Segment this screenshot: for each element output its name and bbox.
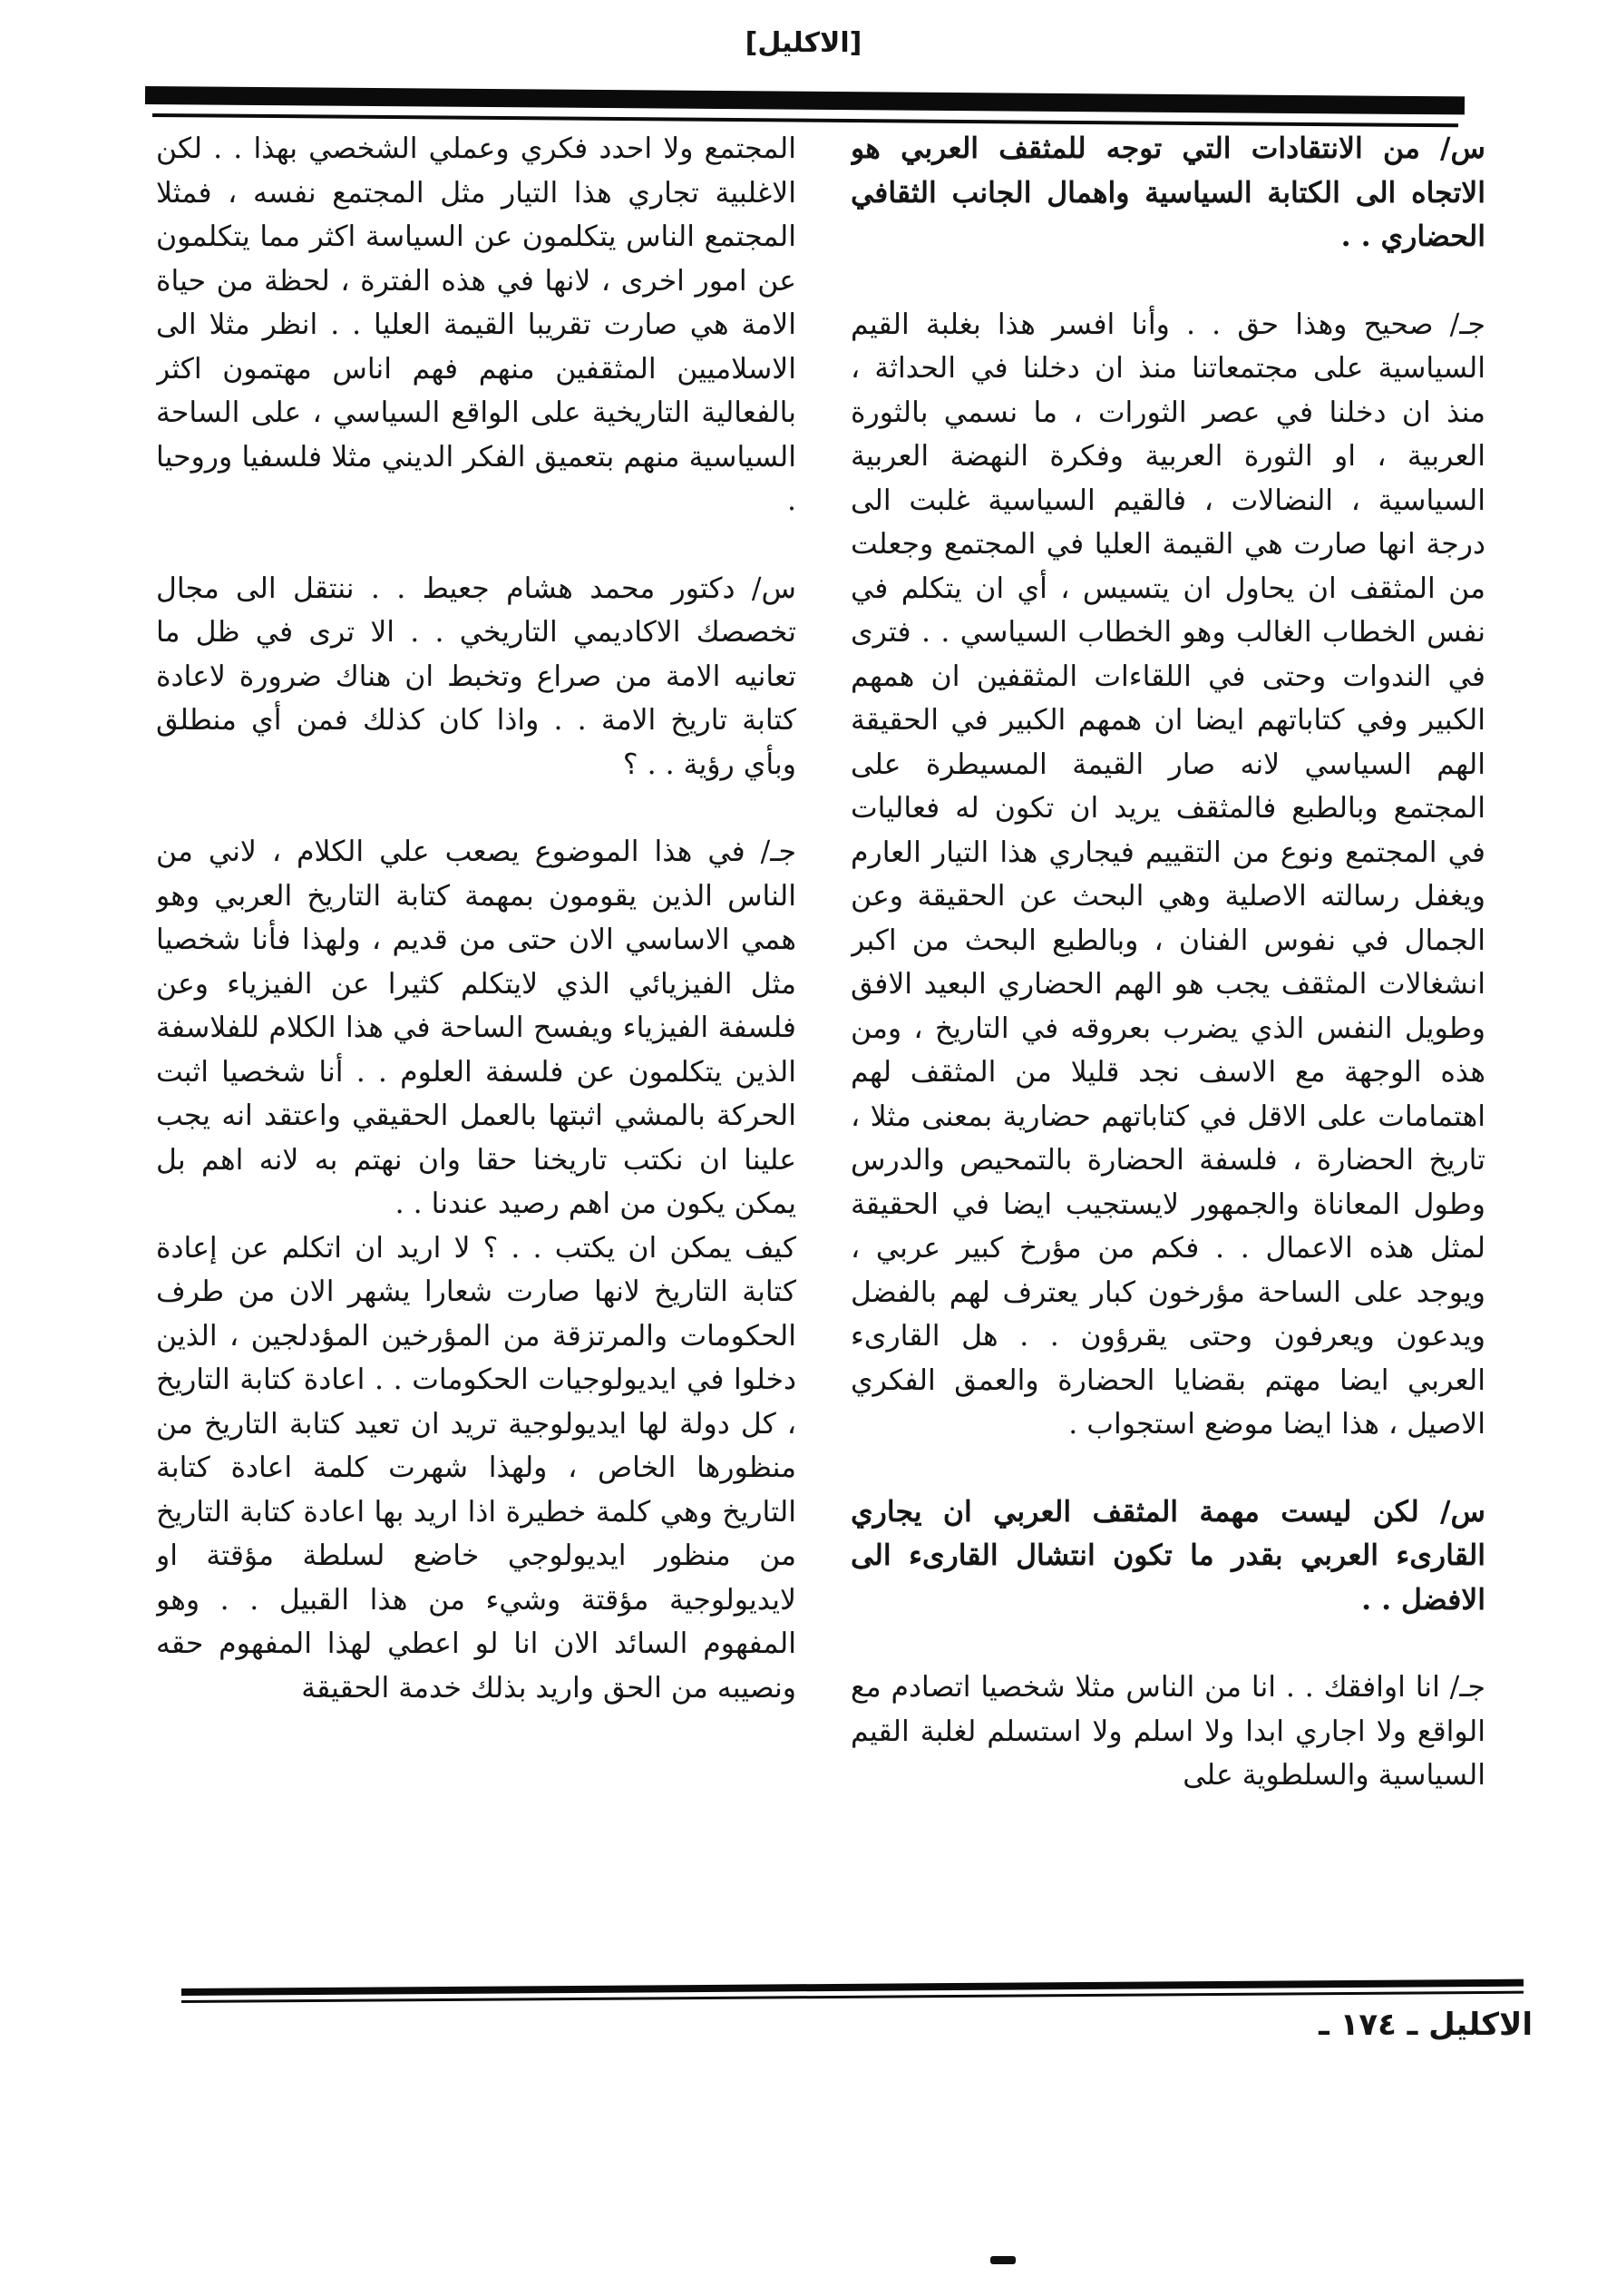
header-rule-thick <box>145 86 1465 114</box>
answer-paragraph: كيف يمكن ان يكتب . . ؟ لا اريد ان اتكلم عن إعادة كتابة التاريخ لانها صارت شعارا يشهر الان من طرف الحكومات والمرتزقة من المؤرخين المؤدلجين ، الذين دخلوا في ايديولوجيات الحكومات . . اعادة كتابة التاريخ ، كل دولة لها ايديولوجية تريد ان تعيد كتابة التاريخ من منظورها الخاص ، ولهذا شهرت كلمة اعادة كتابة التاريخ وهي كلمة خطيرة اذا اريد بها اعادة كتابة التاريخ من منظور ايديولوجي خاضع لسلطة مؤقتة او لايديولوجية مؤقتة وشيء من هذا القبيل . . وهو المفهوم السائد الان انا لو اعطي لهذا المفهوم حقه ونصيبه من الحق واريد بذلك خدمة الحقيقة <box>156 1231 796 1705</box>
page-footer-number: الاكليل ـ ١٧٤ ـ <box>1319 2007 1533 2043</box>
scan-mark <box>990 2256 1016 2264</box>
question-paragraph: س/ من الانتقادات التي توجه للمثقف العربي هو الاتجاه الى الكتابة السياسية واهمال الجانب الثقافي الحضاري . . <box>851 132 1485 253</box>
right-column <box>851 127 1485 1978</box>
header-rule-thin <box>152 113 1458 127</box>
answer-paragraph: المجتمع ولا احدد فكري وعملي الشخصي بهذا . . لكن الاغلبية تجاري هذا التيار مثل المجتمع نفسه ، فمثلا المجتمع الناس يتكلمون عن السياسة اكثر مما يتكلمون عن امور اخرى ، لانها في هذه الفترة ، لحظة من حياة الامة هي صارت تقريبا القيمة العليا . . انظر مثلا الى الاسلاميين المثقفين منهم فهم اناس مهتمون اكثر بالفعالية التاريخية على الواقع السياسي ، على الساحة السياسية منهم بتعميق الفكر الديني مثلا فلسفيا وروحيا . <box>156 132 796 517</box>
answer-paragraph: جـ/ صحيح وهذا حق . . وأنا افسر هذا بغلبة القيم السياسية على مجتمعاتنا منذ ان دخلنا في الحداثة ، منذ ان دخلنا في عصر الثورات ، ما نسمي بالثورة العربية ، او الثورة العربية وفكرة النهضة العربية السياسية ، النضالات ، فالقيم السياسية غلبت الى درجة انها صارت هي القيمة العليا في المجتمع وجعلت من المثقف ان يحاول ان يتسيس ، أي ان يتكلم في نفس الخطاب الغالب وهو الخطاب السياسي . . فترى في الندوات وحتى في اللقاءات المثقفين ان همهم الكبير وفي كتاباتهم ايضا ان همهم الكبير في الحقيقة الهم السياسي لانه صار القيمة المسيطرة على المجتمع وبالطبع فالمثقف يريد ان تكون له فعاليات في المجتمع ونوع من التقييم فيجاري هذا التيار العارم ويغفل رسالته الاصلية وهي البحث عن الحقيقة وعن الجمال في نفوس الفنان ، وبالطبع البحث من اكبر انشغالات المثقف يجب هو الهم الحضاري البعيد الافق وطويل النفس الذي يضرب بعروقه في التاريخ ، ومن هذه الوجهة مع الاسف نجد قليلا من المثقف لهم اهتمامات على الاقل في كتاباتهم حضارية بمعنى مثلا ، تاريخ الحضارة ، فلسفة الحضارة بالتمحيص والدرس وطول المعاناة والجمهور لايستجيب ايضا في الحقيقة لمثل هذه الاعمال . . فكم من مؤرخ كبير عربي ، ويوجد على الساحة مؤرخون كبار يعترف لهم بالفضل ويدعون ويعرفون وحتى يقرؤون . . هل القارىء العربي ايضا مهتم بقضايا الحضارة والعمق الفكري الاصيل ، هذا ايضا موضع استجواب . <box>851 308 1485 1441</box>
page-header-title: [الاكليل] <box>745 27 862 59</box>
left-column <box>156 127 796 1978</box>
question-paragraph: س/ دكتور محمد هشام جعيط . . ننتقل الى مجال تخصصك الاكاديمي التاريخي . . الا ترى في ظل ما تعانيه الامة من صراع وتخبط ان هناك ضرورة لاعادة كتابة تاريخ الامة . . واذا كان كذلك فمن أي منطلق وبأي رؤية . . ؟ <box>156 572 796 781</box>
answer-paragraph: جـ/ انا اوافقك . . انا من الناس مثلا شخصيا اتصادم مع الواقع ولا اجاري ابدا ولا اسلم ولا استسلم لغلبة القيم السياسية والسلطوية على <box>851 1671 1485 1792</box>
question-paragraph: س/ لكن ليست مهمة المثقف العربي ان يجاري القارىء العربي بقدر ما تكون انتشال القارىء الى الافضل . . <box>851 1494 1485 1617</box>
answer-paragraph: جـ/ في هذا الموضوع يصعب علي الكلام ، لاني من الناس الذين يقومون بمهمة كتابة التاريخ العربي وهو همي الاساسي الان حتى من قديم ، ولهذا فأنا شخصيا مثل الفيزيائي الذي لايتكلم كثيرا عن الفيزياء وعن فلسفة الفيزياء ويفسح الساحة في هذا الكلام للفلاسفة الذين يتكلمون عن فلسفة العلوم . . أنا شخصيا اثبت الحركة بالمشي اثبتها بالعمل الحقيقي واعتقد انه يجب علينا ان نكتب تاريخنا حقا وان نهتم به لانه اهم بل يمكن يكون من اهم رصيد عندنا . . <box>156 835 796 1220</box>
